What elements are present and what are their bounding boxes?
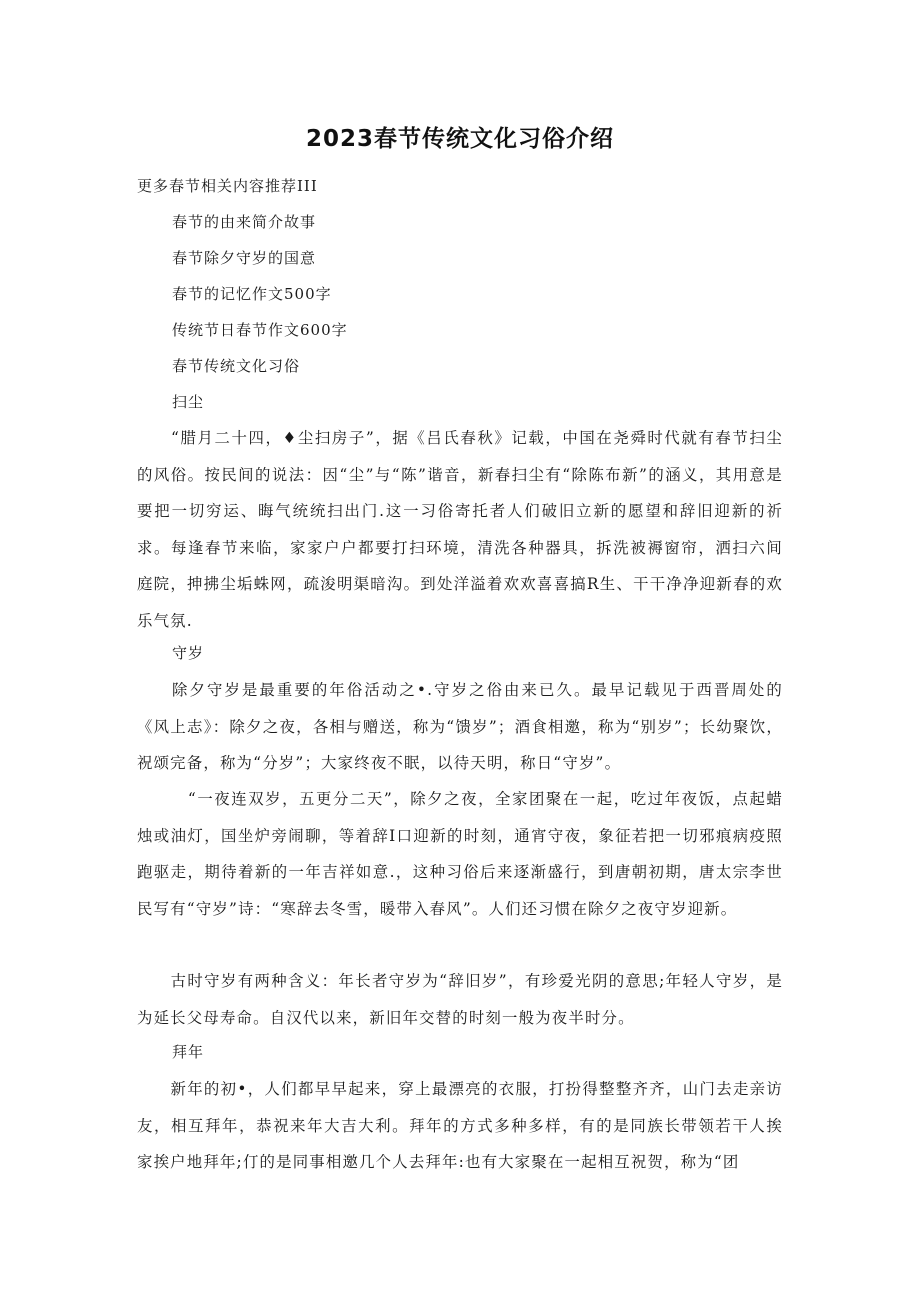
paragraph-shousui-1: 除夕守岁是最重要的年俗活动之•.守岁之俗由来已久。最早记载见于西晋周处的《风上志》：除夕之夜，各相与赠送，称为“馈岁”；酒食相邀，称为“别岁”；长幼聚饮，祝颂完备，称为“分岁”；大家终夜不眠，以待天明，称日“守岁”。 [137,681,783,772]
section-body-shousui-2 [137,781,783,927]
section-body-saochen [137,420,783,639]
section-heading-shousui: 守岁 [172,644,205,662]
recommend-heading: 更多春节相关内容推荐III [137,177,318,195]
section-body-shousui [137,672,783,782]
paragraph-shousui-2: “一夜连双岁，五更分二天”，除夕之夜，全家团聚在一起，吃过年夜饭，点起蜡烛或油灯，国坐炉旁闹聊，等着辞I口迎新的时刻，通宵守夜，象征若把一切邪痕病疫照跑驱走，期待着新的一年吉祥如意.，这种习俗后来逐渐盛行，到唐朝初期，唐太宗李世民写有“守岁”诗：“寒辞去冬雪，暖带入春风”。人们还习惯在除夕之夜守岁迎新。 [137,790,783,918]
recommend-link-3[interactable]: 春节的记忆作文500字 [172,285,332,303]
paragraph-bainian: 新年的初•，人们都早早起来，穿上最漂亮的衣服，打扮得整整齐齐，山门去走亲访友，相互拜年，恭祝来年大吉大利。拜年的方式多种多样，有的是同族长带领若干人挨家挨户地拜年;仃的是同事相邀几个人去拜年:也有大家聚在一起相互祝贺，称为“团 [137,1080,783,1171]
paragraph-shousui-3: 古时守岁有两种含义：年长者守岁为“辞旧岁”，有珍爱光阴的意思;年轻人守岁，是为延长父母寿命。自汉代以来，新旧年交替的时刻一般为夜半时分。 [137,972,783,1027]
section-body-shousui-3 [137,963,783,1036]
section-heading-saochen: 扫尘 [172,393,205,411]
recommend-link-2[interactable]: 春节除夕守岁的国意 [172,249,317,267]
recommend-link-5[interactable]: 春节传统文化习俗 [172,357,301,375]
paragraph-saochen: “腊月二十四，♦尘扫房子”，据《吕氏春秋》记载，中国在尧舜时代就有春节扫尘的风俗。按民间的说法：因“尘”与“陈”谐音，新春扫尘有“除陈布新”的涵义，其用意是要把一切穷运、晦气统统扫出门.这一习俗寄托者人们破旧立新的愿望和辞旧迎新的祈求。每逢春节来临，家家户户都要打扫环境，清洗各种器具，拆洗被褥窗帘，洒扫六间庭院，抻拂尘垢蛛网，疏浚明渠暗沟。到处洋溢着欢欢喜喜搞R生、干干净净迎新春的欢乐气氛. [137,429,783,630]
recommend-link-1[interactable]: 春节的由来简介故事 [172,213,317,231]
section-heading-bainian: 拜年 [172,1043,205,1061]
document-title: 2023春节传统文化习俗介绍 [305,126,614,152]
recommend-link-4[interactable]: 传统节日春节作文600字 [172,321,348,339]
section-body-bainian [137,1071,783,1181]
